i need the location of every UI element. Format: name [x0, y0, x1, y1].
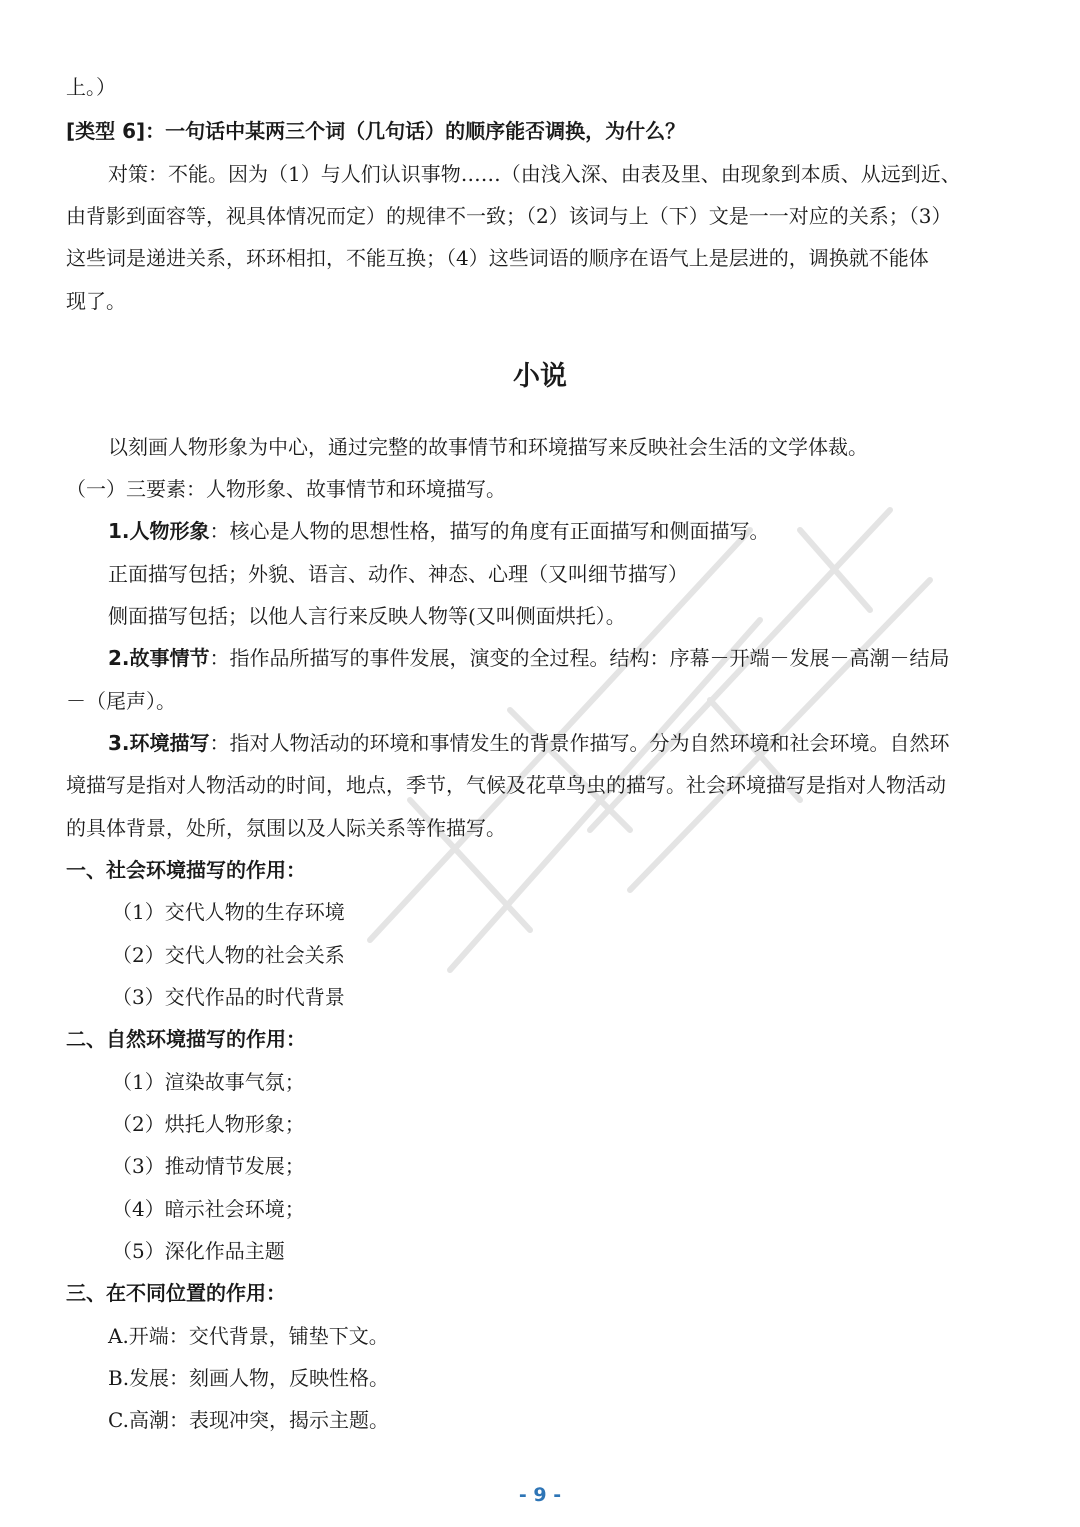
- side-description: 侧面描写包括；以他人言行来反映人物等(又叫侧面烘托）。: [108, 604, 626, 628]
- element1-text: ：核心是人物的思想性格，描写的角度有正面描写和侧面描写。: [209, 519, 770, 543]
- element3-cont-2: 的具体背景，处所，氛围以及人际关系等作描写。: [66, 816, 506, 840]
- type6-line-1: 对策：不能。因为（1）与人们认识事物……（由浅入深、由表及里、由现象到本质、从远到近、: [108, 162, 961, 186]
- type6-line-3: 这些词是递进关系，环环相扣，不能互换；（4）这些词语的顺序在语气上是层进的，调换就不能体: [66, 246, 929, 270]
- position-item: A.开端：交代背景，铺垫下文。: [108, 1324, 389, 1348]
- element1-line: [108, 518, 770, 544]
- natural-item: （4）暗示社会环境；: [112, 1197, 305, 1221]
- natural-item: （5）深化作品主题: [112, 1239, 285, 1263]
- social-item: （1）交代人物的生存环境: [112, 900, 345, 924]
- element2-cont: －（尾声）。: [66, 689, 176, 713]
- social-heading: 一、社会环境描写的作用：: [66, 858, 306, 882]
- element3-cont-1: 境描写是指对人物活动的时间，地点，季节，气候及花草鸟虫的描写。社会环境描写是指对人物活动: [66, 773, 946, 797]
- element2-line: [108, 645, 950, 671]
- three-elements: （一）三要素：人物形象、故事情节和环境描写。: [66, 477, 506, 501]
- position-item: C.高潮：表现冲突，揭示主题。: [108, 1408, 389, 1432]
- element2-label: 2.故事情节: [108, 646, 210, 670]
- natural-item: （3）推动情节发展；: [112, 1154, 305, 1178]
- element3-label: 3.环境描写: [108, 731, 210, 755]
- top-continuation: 上。）: [66, 75, 116, 99]
- social-item: （3）交代作品的时代背景: [112, 985, 345, 1009]
- social-item: （2）交代人物的社会关系: [112, 943, 345, 967]
- element1-label: 1.人物形象: [108, 519, 210, 543]
- type6-line-2: 由背影到面容等，视具体情况而定）的规律不一致；（2）该词与上（下）文是一一对应的关系；（3）: [66, 204, 952, 228]
- natural-item: （2）烘托人物形象；: [112, 1112, 305, 1136]
- intro-paragraph: 以刻画人物形象为中心，通过完整的故事情节和环境描写来反映社会生活的文学体裁。: [108, 435, 868, 459]
- section-title: 小说: [513, 361, 567, 392]
- element2-text: ：指作品所描写的事件发展，演变的全过程。结构：序幕－开端－发展－高潮－结局: [209, 646, 950, 670]
- type6-line-4: 现了。: [66, 289, 126, 313]
- element3-line: [108, 730, 950, 756]
- page-number: - 9 -: [518, 1484, 562, 1506]
- front-description: 正面描写包括；外貌、语言、动作、神态、心理（又叫细节描写）: [108, 562, 688, 586]
- natural-heading: 二、自然环境描写的作用：: [66, 1027, 306, 1051]
- natural-item: （1）渲染故事气氛；: [112, 1070, 305, 1094]
- position-item: B.发展：刻画人物，反映性格。: [108, 1366, 390, 1390]
- element3-text: ：指对人物活动的环境和事情发生的背景作描写。分为自然环境和社会环境。自然环: [209, 731, 950, 755]
- type6-heading: [类型 6]：一句话中某两三个词（几句话）的顺序能否调换，为什么？: [66, 119, 686, 143]
- position-heading: 三、在不同位置的作用：: [66, 1281, 286, 1305]
